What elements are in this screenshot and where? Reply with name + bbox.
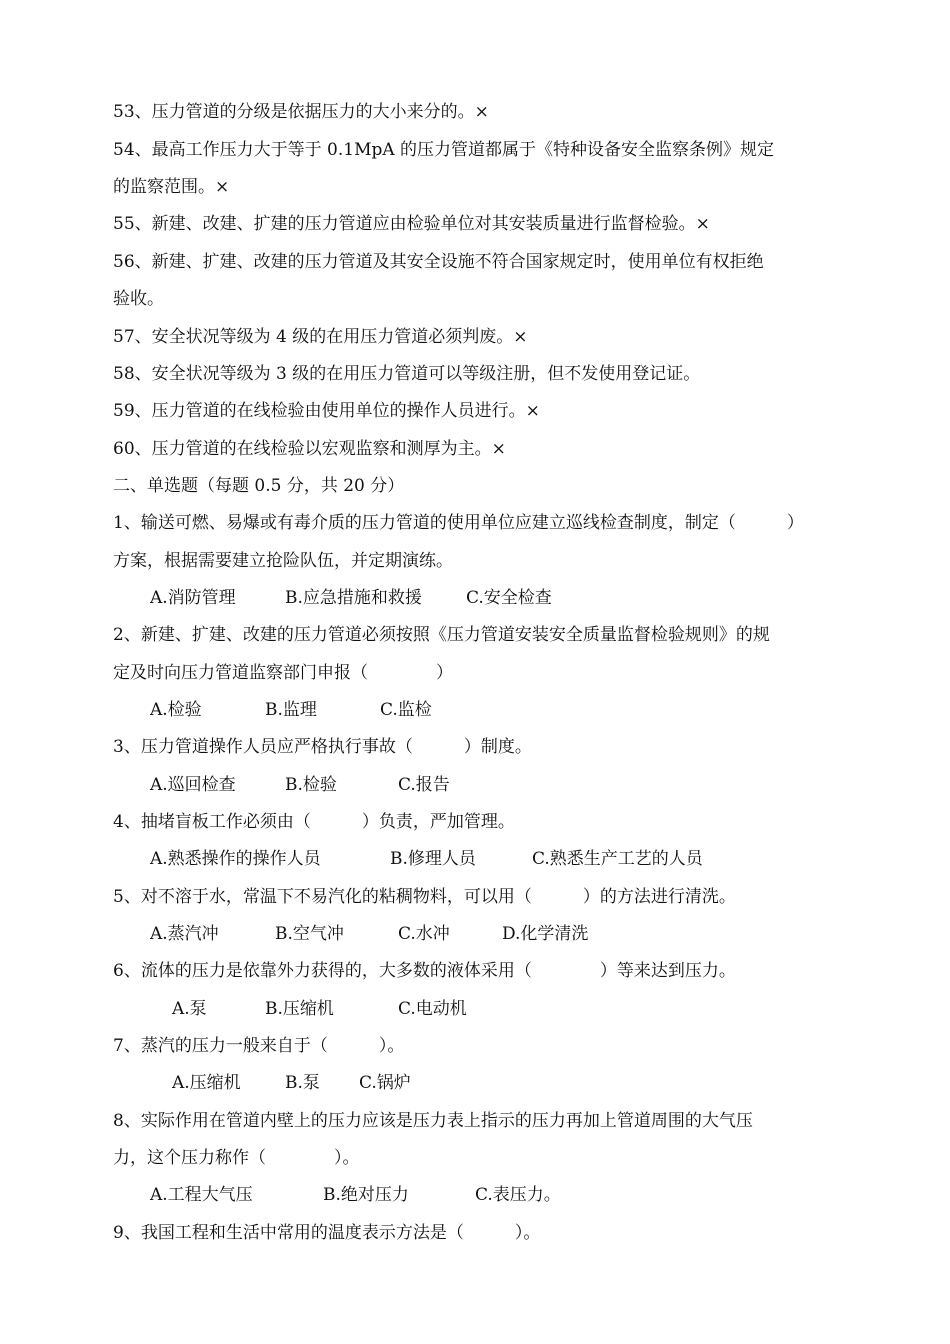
question-54-line-2: 的监察范围。× xyxy=(113,177,230,197)
question-56-line-1: 56、新建、扩建、改建的压力管道及其安全设施不符合国家规定时，使用单位有权拒绝 xyxy=(113,252,764,272)
choice-6-option-c: C.电动机 xyxy=(398,999,467,1019)
choice-6-line-1: 6、流体的压力是依靠外力获得的，大多数的液体采用（ ）等来达到压力。 xyxy=(113,961,736,981)
choice-7-option-c: C.锅炉 xyxy=(359,1073,411,1093)
choice-5-line-1: 5、对不溶于水，常温下不易汽化的粘稠物料，可以用（ ）的方法进行清洗。 xyxy=(113,887,736,907)
question-55-line-1: 55、新建、改建、扩建的压力管道应由检验单位对其安装质量进行监督检验。× xyxy=(113,214,710,234)
choice-7-option-a: A.压缩机 xyxy=(172,1073,241,1093)
choice-2-line-2: 定及时向压力管道监察部门申报（ ） xyxy=(113,663,453,683)
question-60-line-1: 60、压力管道的在线检验以宏观监察和测厚为主。× xyxy=(113,439,506,459)
choice-1-line-1: 1、输送可燃、易爆或有毒介质的压力管道的使用单位应建立巡线检查制度，制定（ ） xyxy=(113,513,804,533)
choice-5-option-a: A.蒸汽冲 xyxy=(150,924,219,944)
choice-8-option-b: B.绝对压力 xyxy=(323,1185,409,1205)
choice-2-option-a: A.检验 xyxy=(150,700,202,720)
choice-2-option-c: C.监检 xyxy=(380,700,432,720)
choice-4-option-c: C.熟悉生产工艺的人员 xyxy=(532,849,703,869)
choice-8-option-a: A.工程大气压 xyxy=(150,1185,253,1205)
choice-4-option-a: A.熟悉操作的操作人员 xyxy=(150,849,321,869)
question-58-line-1: 58、安全状况等级为 3 级的在用压力管道可以等级注册，但不发使用登记证。 xyxy=(113,364,701,384)
choice-2-line-1: 2、新建、扩建、改建的压力管道必须按照《压力管道安装安全质量监督检验规则》的规 xyxy=(113,625,770,645)
choice-3-line-1: 3、压力管道操作人员应严格执行事故（ ）制度。 xyxy=(113,737,532,757)
question-54-line-1: 54、最高工作压力大于等于 0.1MpA 的压力管道都属于《特种设备安全监察条例》规定 xyxy=(113,140,775,160)
choice-2-option-b: B.监理 xyxy=(265,700,317,720)
choice-1-option-b: B.应急措施和救援 xyxy=(285,588,422,608)
choice-3-option-a: A.巡回检查 xyxy=(150,775,236,795)
choice-8-option-c: C.表压力。 xyxy=(475,1185,561,1205)
choice-9-line-1: 9、我国工程和生活中常用的温度表示方法是（ ）。 xyxy=(113,1223,541,1243)
choice-7-option-b: B.泵 xyxy=(285,1073,320,1093)
choice-5-option-d: D.化学清洗 xyxy=(502,924,589,944)
choice-8-line-2: 力，这个压力称作（ ）。 xyxy=(113,1148,360,1168)
choice-5-option-b: B.空气冲 xyxy=(275,924,344,944)
question-56-line-2: 验收。 xyxy=(113,289,164,309)
choice-6-option-b: B.压缩机 xyxy=(265,999,334,1019)
choice-8-line-1: 8、实际作用在管道内壁上的压力应该是压力表上指示的压力再加上管道周围的大气压 xyxy=(113,1111,753,1131)
question-57-line-1: 57、安全状况等级为 4 级的在用压力管道必须判废。× xyxy=(113,327,528,347)
choice-1-option-c: C.安全检查 xyxy=(466,588,552,608)
choice-3-option-c: C.报告 xyxy=(398,775,450,795)
choice-5-option-c: C.水冲 xyxy=(398,924,450,944)
choice-1-option-a: A.消防管理 xyxy=(150,588,236,608)
choice-4-line-1: 4、抽堵盲板工作必须由（ ）负责，严加管理。 xyxy=(113,812,515,832)
question-59-line-1: 59、压力管道的在线检验由使用单位的操作人员进行。× xyxy=(113,401,540,421)
choice-3-option-b: B.检验 xyxy=(285,775,337,795)
choice-1-line-2: 方案，根据需要建立抢险队伍，并定期演练。 xyxy=(113,551,453,571)
question-53-line-1: 53、压力管道的分级是依据压力的大小来分的。× xyxy=(113,102,489,122)
section-title: 二、单选题（每题 0.5 分，共 20 分） xyxy=(113,476,405,496)
choice-6-option-a: A.泵 xyxy=(172,999,207,1019)
choice-7-line-1: 7、蒸汽的压力一般来自于（ ）。 xyxy=(113,1036,405,1056)
choice-4-option-b: B.修理人员 xyxy=(390,849,476,869)
